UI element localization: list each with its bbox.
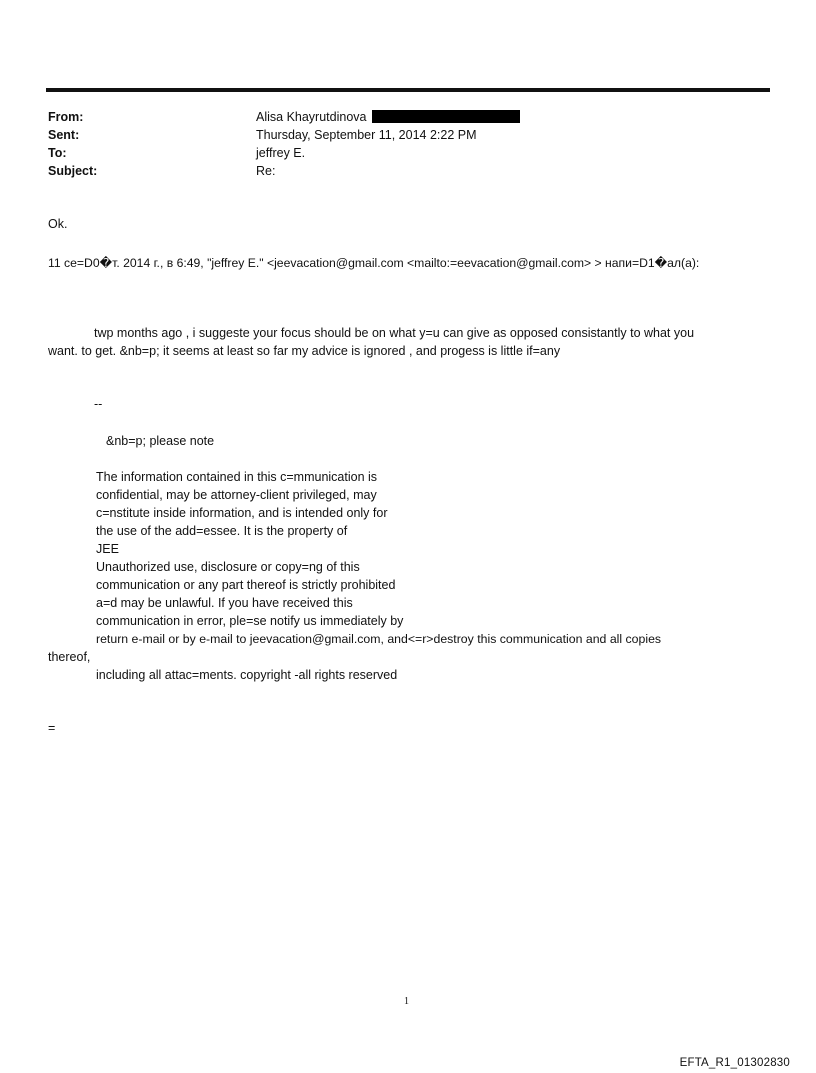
quoted-line-1: twp months ago , i suggeste your focus should be on what y=u can give as opposed consistantly to what you [94,326,695,340]
signature-separator: -- [94,397,103,411]
quote-attribution: 11 се=D0�т. 2014 г., в 6:49, "jeffrey E." <jeevacation@gmail.com <mailto:=eevacation@gmail.com> > напи=D1�ал(а): [48,256,700,270]
sent-label: Sent: [48,128,80,142]
disclaimer-line: a=d may be unlawful. If you have received this [96,596,353,610]
disclaimer-line: c=nstitute inside information, and is intended only for [96,506,388,520]
bates-number: EFTA_R1_01302830 [679,1057,790,1069]
quoted-line-2: want. to get. &nb=p; it seems at least so far my advice is ignored , and progess is little if=any [48,344,561,358]
subject-label: Subject: [48,164,98,178]
to-value: jeffrey E. [256,146,306,160]
reply-text: Ok. [48,217,68,231]
sent-value: Thursday, September 11, 2014 2:22 PM [256,128,477,142]
please-note: &nb=p; please note [106,434,215,448]
disclaimer-line: Unauthorized use, disclosure or copy=ng of this [96,560,360,574]
disclaimer-line: return e-mail or by e-mail to jeevacation@gmail.com, and<=r>destroy this communication and all copies [96,632,662,646]
disclaimer-line: communication in error, ple=se notify us immediately by [96,614,404,628]
trailing-equals: = [48,721,56,735]
header-rule [46,88,770,92]
to-label: To: [48,146,67,160]
disclaimer-line: JEE [96,542,119,556]
from-value [256,108,520,126]
disclaimer-last: including all attac=ments. copyright -all rights reserved [96,668,398,682]
disclaimer-line: communication or any part thereof is strictly prohibited [96,578,396,592]
page-number: 1 [404,996,409,1007]
redaction-bar [372,110,520,123]
from-name: Alisa Khayrutdinova [256,110,367,124]
from-label: From: [48,110,84,124]
disclaimer-wrap: thereof, [48,650,91,664]
disclaimer-line: confidential, may be attorney-client privileged, may [96,488,377,502]
subject-value: Re: [256,164,276,178]
disclaimer-line: The information contained in this c=mmunication is [96,470,378,484]
disclaimer-line: the use of the add=essee. It is the property of [96,524,348,538]
